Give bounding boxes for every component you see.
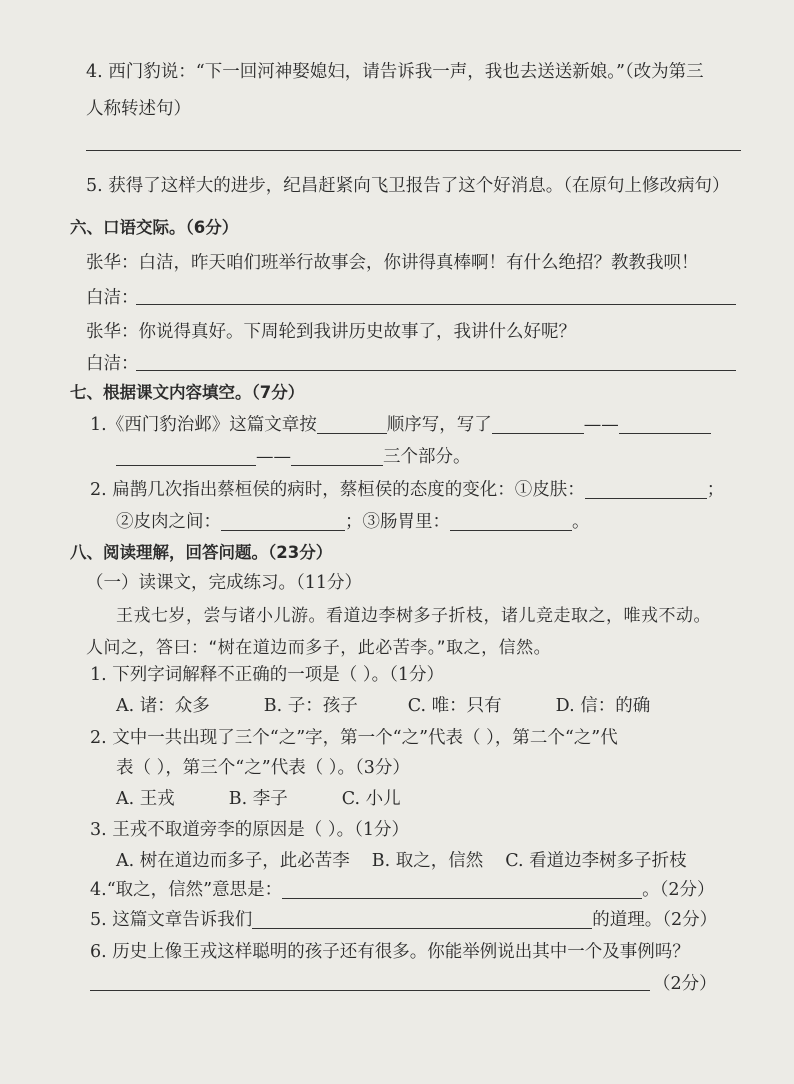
s7-q1-blank-order[interactable] [317, 413, 387, 434]
s7-q1-blank-part2b[interactable] [116, 445, 256, 466]
section-7-title: 七、根据课文内容填空。（7分） [70, 383, 305, 402]
s8-q4-text-b: 。（2分） [642, 880, 715, 900]
dialog-zhanghua-2: 张华：你说得真好。下周轮到我讲历史故事了，我讲什么好呢？ [86, 322, 576, 342]
s7-q1-blank-part2[interactable] [619, 413, 711, 434]
s7-q2-blank-skin[interactable] [585, 478, 707, 499]
s8-q1-option-d[interactable]: D. 信：的确 [555, 696, 651, 716]
s8-q5-answer-blank[interactable] [252, 908, 592, 929]
passage-line1: 王戎七岁，尝与诸小儿游。看道边李树多子折枝，诸儿竞走取之，唯戎不动。 [116, 606, 711, 626]
s7-q2-line1 [90, 478, 724, 502]
s8-q1-options [116, 694, 650, 718]
dialog-baijie-2-label: 白洁： [86, 354, 139, 374]
s8-q1-option-b[interactable]: B. 子：孩子 [263, 696, 358, 716]
s7-q1-line2 [116, 445, 471, 469]
q4-line2: 人称转述句） [86, 99, 191, 119]
s8-q5-text-a: 5. 这篇文章告诉我们 [90, 910, 253, 930]
s8-q2-option-a[interactable]: A. 王戎 [116, 789, 175, 809]
s8-q3-option-a[interactable]: A. 树在道边而多子，此必苦李 [116, 851, 350, 871]
s8-q3-text: 3. 王戎不取道旁李的原因是（ ）。（1分） [90, 820, 409, 840]
dialog-baijie-2-answer[interactable] [136, 370, 736, 371]
s8-q5-line [90, 908, 717, 932]
s7-q2-text-a: 2. 扁鹊几次指出蔡桓侯的病时，蔡桓侯的态度的变化：①皮肤： [90, 480, 585, 500]
s8-q1-option-c[interactable]: C. 唯：只有 [407, 696, 502, 716]
q4-answer-line[interactable] [86, 150, 741, 151]
s8-q5-text-b: 的道理。（2分） [592, 910, 718, 930]
s7-q1-text-c: 三个部分。 [383, 447, 471, 467]
s8-q2-options [116, 787, 401, 811]
s8-q6-score: （2分） [653, 974, 717, 994]
s8-q3-option-c[interactable]: C. 看道边李树多子折枝 [505, 851, 687, 871]
s8-q6-answer-line[interactable] [90, 990, 650, 991]
s7-q1-dash2: —— [256, 447, 291, 467]
s7-q1-text-a: 1.《西门豹治邺》这篇文章按 [90, 415, 317, 435]
s8-q2-line2: 表（ ），第三个“之”代表（ ）。（3分） [116, 758, 410, 778]
section-8-sub1: （一）读课文，完成练习。（11分） [86, 573, 363, 593]
s8-q6-text: 6. 历史上像王戎这样聪明的孩子还有很多。你能举例说出其中一个及事例吗？ [90, 942, 690, 962]
s8-q4-text-a: 4.“取之，信然”意思是： [90, 880, 283, 900]
s8-q3-option-b[interactable]: B. 取之，信然 [371, 851, 484, 871]
s8-q3-options [116, 849, 687, 873]
s7-q2-end: 。 [572, 512, 590, 532]
s7-q1-dash1: —— [583, 415, 619, 435]
q5-text: 5. 获得了这样大的进步，纪昌赶紧向飞卫报告了这个好消息。（在原句上修改病句） [86, 176, 730, 196]
dialog-baijie-1-answer[interactable] [136, 304, 736, 305]
passage-line2: 人问之，答曰：“树在道边而多子，此必苦李。”取之，信然。 [86, 638, 552, 658]
s8-q2-option-c[interactable]: C. 小儿 [341, 789, 401, 809]
s7-q2-semi2: ；③肠胃里： [345, 512, 450, 532]
s7-q1-blank-part3[interactable] [291, 445, 383, 466]
s7-q1-line1 [90, 413, 711, 437]
s7-q2-line2 [116, 510, 590, 534]
section-6-title: 六、口语交际。（6分） [70, 218, 239, 237]
q4-line1: 4. 西门豹说：“下一回河神娶媳妇，请告诉我一声，我也去送送新娘。”（改为第三 [86, 62, 704, 82]
s7-q1-blank-part1[interactable] [492, 413, 584, 434]
s8-q4-answer-blank[interactable] [282, 878, 642, 899]
s8-q4-line [90, 878, 714, 902]
s8-q1-text: 1. 下列字词解释不正确的一项是（ ）。（1分） [90, 665, 444, 685]
dialog-baijie-1-label: 白洁： [86, 288, 139, 308]
s7-q2-semi1: ； [706, 480, 725, 500]
s7-q2-text-b: ②皮肉之间： [116, 512, 221, 532]
s7-q2-blank-flesh[interactable] [221, 510, 345, 531]
section-8-title: 八、阅读理解，回答问题。（23分） [70, 543, 333, 562]
s8-q2-line1: 2. 文中一共出现了三个“之”字，第一个“之”代表（ ），第二个“之”代 [90, 728, 618, 748]
s7-q1-text-b: 顺序写，写了 [386, 415, 492, 435]
dialog-zhanghua-1: 张华：白洁，昨天咱们班举行故事会，你讲得真棒啊！有什么绝招？教教我呗！ [86, 253, 699, 273]
s7-q2-blank-stomach[interactable] [450, 510, 572, 531]
s8-q1-option-a[interactable]: A. 诸：众多 [116, 696, 210, 716]
s8-q2-option-b[interactable]: B. 李子 [228, 789, 288, 809]
